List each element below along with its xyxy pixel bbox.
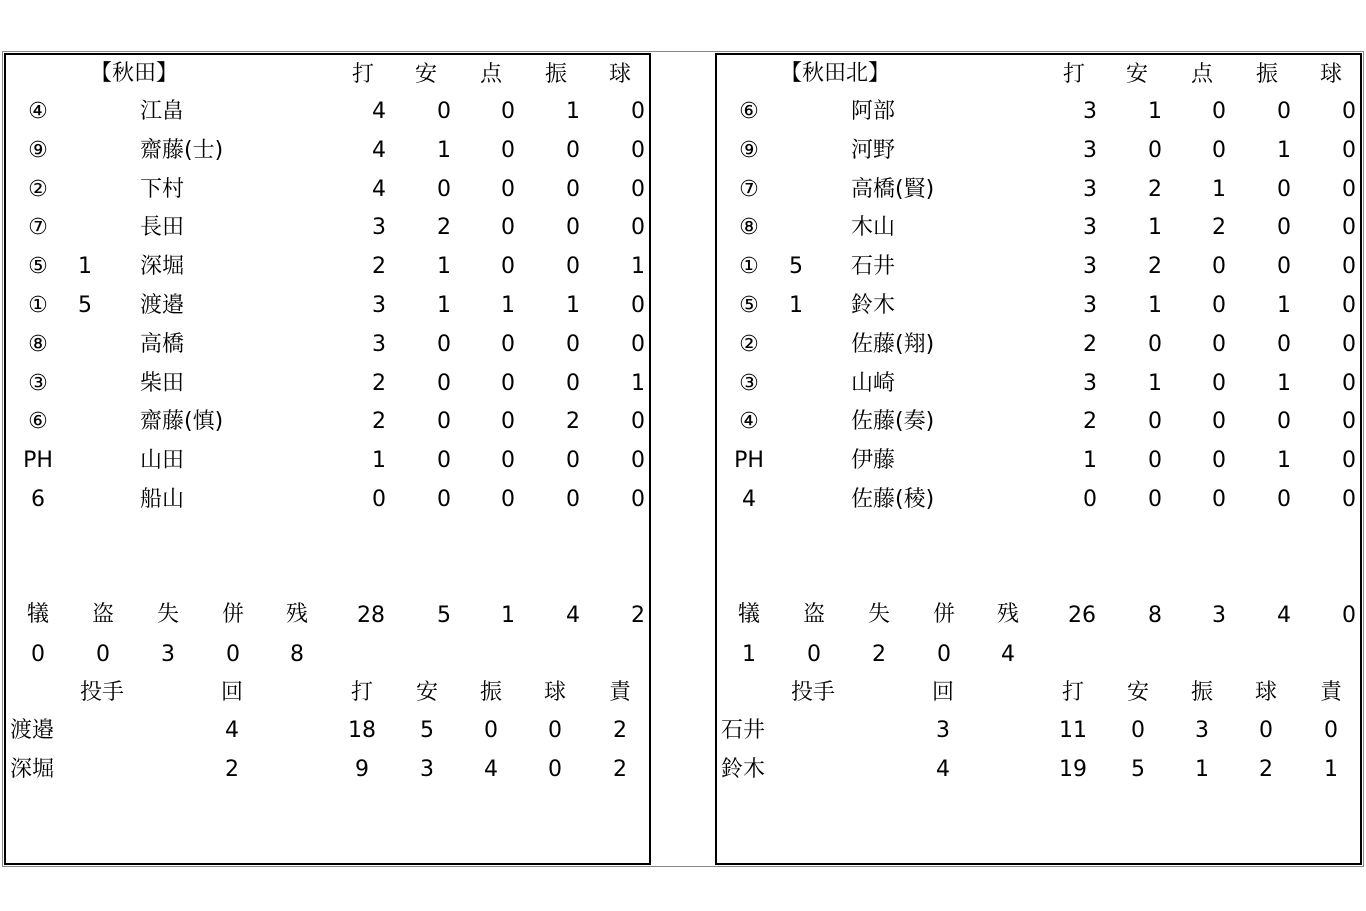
pitcher-innings: 4 (936, 757, 950, 782)
header-hits: 安 (414, 62, 438, 87)
header-batters-faced: 打 (350, 680, 374, 705)
batter-rbi: 0 (501, 409, 515, 434)
batter-position: ⑦ (28, 215, 48, 240)
batter-name: 柴田 (140, 371, 185, 396)
pitcher-innings: 2 (225, 757, 239, 782)
team-panel-akita-kita (715, 53, 1362, 865)
batter-at-bats: 3 (1083, 293, 1097, 318)
batter-name: 佐藤(翔) (851, 332, 935, 357)
header-double-plays: 併 (221, 602, 245, 627)
batter-rbi: 0 (1212, 138, 1226, 163)
batter-strikeouts: 0 (566, 254, 580, 279)
misc-value: 4 (1001, 642, 1015, 667)
header-strikeouts: 振 (479, 680, 503, 705)
batter-walks: 0 (1342, 448, 1356, 473)
pitcher-name: 石井 (721, 718, 766, 743)
batter-rbi: 0 (1212, 99, 1226, 124)
pitcher-innings: 3 (936, 718, 950, 743)
total-hits: 8 (1148, 603, 1162, 628)
header-earned-runs: 責 (608, 680, 632, 705)
batter-strikeouts: 0 (566, 487, 580, 512)
batter-strikeouts: 2 (566, 409, 580, 434)
total-at-bats: 26 (1068, 603, 1096, 628)
batter-rbi: 0 (501, 487, 515, 512)
batter-name: 下村 (140, 177, 185, 202)
header-sacrifice: 犠 (737, 602, 761, 627)
batter-rbi: 2 (1212, 215, 1226, 240)
batter-name: 高橋 (140, 332, 185, 357)
team-name: 【秋田北】 (780, 61, 891, 86)
header-rbi: 点 (479, 62, 503, 87)
header-strikeouts: 振 (544, 62, 568, 87)
batter-at-bats: 2 (1083, 332, 1097, 357)
batter-position: PH (734, 448, 764, 473)
pitcher-batters-faced: 9 (355, 757, 369, 782)
batter-strikeouts: 0 (566, 177, 580, 202)
total-walks: 0 (1342, 603, 1356, 628)
batter-walks: 0 (1342, 293, 1356, 318)
batter-at-bats: 3 (1083, 99, 1097, 124)
batter-walks: 0 (631, 177, 645, 202)
batter-name: 齋藤(慎) (140, 409, 224, 434)
batter-name: 山田 (140, 448, 185, 473)
pitcher-strikeouts: 4 (484, 757, 498, 782)
pitcher-earned-runs: 0 (1324, 718, 1338, 743)
batter-hits: 0 (1148, 138, 1162, 163)
batter-at-bats: 0 (372, 487, 386, 512)
batter-strikeouts: 0 (566, 448, 580, 473)
batter-walks: 0 (631, 448, 645, 473)
batter-at-bats: 3 (372, 293, 386, 318)
header-walks: 球 (543, 680, 567, 705)
header-left-on-base: 残 (996, 602, 1020, 627)
batter-hits: 0 (1148, 409, 1162, 434)
header-pitcher: 投手 (79, 680, 125, 705)
batter-at-bats: 4 (372, 138, 386, 163)
batter-hits: 1 (437, 138, 451, 163)
batter-rbi: 0 (501, 215, 515, 240)
batter-position: ④ (28, 99, 48, 124)
batter-position: ⑦ (739, 177, 759, 202)
batter-walks: 0 (1342, 138, 1356, 163)
header-walks: 球 (1319, 62, 1343, 87)
header-rbi: 点 (1190, 62, 1214, 87)
batter-walks: 0 (631, 215, 645, 240)
pitcher-batters-faced: 18 (348, 718, 376, 743)
batter-strikeouts: 1 (1277, 448, 1291, 473)
batter-hits: 0 (1148, 332, 1162, 357)
batter-walks: 0 (1342, 215, 1356, 240)
batter-name: 高橋(賢) (851, 177, 935, 202)
misc-value: 1 (742, 642, 756, 667)
batter-rbi: 1 (501, 293, 515, 318)
batter-strikeouts: 1 (566, 99, 580, 124)
header-steals: 盗 (802, 602, 826, 627)
pitcher-batters-faced: 19 (1059, 757, 1087, 782)
batter-name: 鈴木 (851, 293, 896, 318)
batter-strikeouts: 1 (1277, 293, 1291, 318)
pitcher-earned-runs: 2 (613, 718, 627, 743)
batter-at-bats: 1 (372, 448, 386, 473)
header-innings: 回 (931, 680, 955, 705)
batter-walks: 0 (631, 293, 645, 318)
pitcher-strikeouts: 1 (1195, 757, 1209, 782)
batter-rbi: 0 (501, 138, 515, 163)
batter-position: ① (28, 293, 48, 318)
batter-hits: 1 (437, 293, 451, 318)
total-hits: 5 (437, 603, 451, 628)
batter-rbi: 0 (501, 177, 515, 202)
total-rbi: 1 (501, 603, 515, 628)
pitcher-walks: 2 (1259, 757, 1273, 782)
header-strikeouts: 振 (1190, 680, 1214, 705)
header-hits-allowed: 安 (1126, 680, 1150, 705)
batter-strikeouts: 0 (1277, 487, 1291, 512)
pitcher-earned-runs: 2 (613, 757, 627, 782)
batter-position: ⑧ (28, 332, 48, 357)
pitcher-name: 渡邉 (10, 718, 55, 743)
batter-hits: 1 (437, 254, 451, 279)
batter-rbi: 0 (1212, 371, 1226, 396)
batter-at-bats: 3 (1083, 371, 1097, 396)
header-batters-faced: 打 (1061, 680, 1085, 705)
batter-strikeouts: 0 (1277, 177, 1291, 202)
batter-at-bats: 3 (1083, 215, 1097, 240)
batter-rbi: 0 (501, 332, 515, 357)
batter-name: 長田 (140, 215, 185, 240)
batter-walks: 0 (1342, 177, 1356, 202)
batter-hits: 0 (437, 177, 451, 202)
batter-position: ② (28, 177, 48, 202)
pitcher-walks: 0 (548, 718, 562, 743)
batter-name: 石井 (851, 254, 896, 279)
batter-walks: 0 (1342, 254, 1356, 279)
batter-rbi: 0 (501, 99, 515, 124)
batter-rbi: 0 (1212, 448, 1226, 473)
total-strikeouts: 4 (1277, 603, 1291, 628)
batter-hits: 0 (437, 409, 451, 434)
batter-position: ⑥ (28, 409, 48, 434)
batter-walks: 0 (631, 332, 645, 357)
batter-at-bats: 3 (1083, 254, 1097, 279)
batter-walks: 0 (1342, 371, 1356, 396)
batter-at-bats: 3 (1083, 138, 1097, 163)
pitcher-strikeouts: 0 (484, 718, 498, 743)
misc-value: 2 (872, 642, 886, 667)
batter-hits: 2 (1148, 177, 1162, 202)
misc-value: 0 (31, 642, 45, 667)
pitcher-hits-allowed: 0 (1131, 718, 1145, 743)
batter-at-bats: 1 (1083, 448, 1097, 473)
batter-rbi: 0 (501, 254, 515, 279)
total-strikeouts: 4 (566, 603, 580, 628)
misc-value: 0 (96, 642, 110, 667)
pitcher-innings: 4 (225, 718, 239, 743)
misc-value: 3 (161, 642, 175, 667)
header-innings: 回 (220, 680, 244, 705)
batter-position: ⑧ (739, 215, 759, 240)
pitcher-walks: 0 (548, 757, 562, 782)
batter-position: ⑤ (28, 254, 48, 279)
batter-walks: 0 (1342, 332, 1356, 357)
batter-position: 4 (742, 487, 756, 512)
batter-walks: 0 (1342, 409, 1356, 434)
batter-rbi: 0 (1212, 293, 1226, 318)
batter-position: ⑨ (739, 138, 759, 163)
batter-at-bats: 4 (372, 99, 386, 124)
batter-at-bats: 2 (372, 409, 386, 434)
batter-hits: 0 (437, 99, 451, 124)
batter-at-bats: 3 (1083, 177, 1097, 202)
batter-strikeouts: 0 (566, 332, 580, 357)
pitcher-hits-allowed: 5 (420, 718, 434, 743)
batter-hits: 0 (437, 332, 451, 357)
batter-walks: 0 (1342, 487, 1356, 512)
batter-position: PH (23, 448, 53, 473)
misc-value: 0 (226, 642, 240, 667)
batter-walks: 0 (631, 487, 645, 512)
batter-name: 渡邉 (140, 293, 185, 318)
pitcher-walks: 0 (1259, 718, 1273, 743)
batter-strikeouts: 1 (1277, 371, 1291, 396)
header-steals: 盗 (91, 602, 115, 627)
batter-strikeouts: 0 (1277, 332, 1291, 357)
batter-at-bats: 4 (372, 177, 386, 202)
batter-at-bats: 2 (372, 254, 386, 279)
header-walks: 球 (1254, 680, 1278, 705)
header-at-bats: 打 (1062, 62, 1086, 87)
batter-position: ⑤ (739, 293, 759, 318)
pitcher-strikeouts: 3 (1195, 718, 1209, 743)
batter-sub-position: 1 (789, 293, 803, 318)
pitcher-batters-faced: 11 (1059, 718, 1087, 743)
batter-position: ⑥ (739, 99, 759, 124)
header-pitcher: 投手 (790, 680, 836, 705)
batter-sub-position: 5 (789, 254, 803, 279)
batter-rbi: 0 (1212, 409, 1226, 434)
header-double-plays: 併 (932, 602, 956, 627)
batter-hits: 1 (1148, 371, 1162, 396)
misc-value: 0 (937, 642, 951, 667)
header-errors: 失 (156, 602, 180, 627)
batter-sub-position: 5 (78, 293, 92, 318)
batter-walks: 1 (631, 371, 645, 396)
batter-name: 阿部 (851, 99, 896, 124)
pitcher-name: 深堀 (10, 757, 55, 782)
batter-hits: 0 (1148, 487, 1162, 512)
batter-strikeouts: 0 (566, 138, 580, 163)
misc-value: 0 (807, 642, 821, 667)
batter-walks: 0 (631, 99, 645, 124)
batter-name: 齋藤(士) (140, 138, 224, 163)
team-name: 【秋田】 (90, 61, 179, 86)
batter-name: 佐藤(稜) (851, 487, 935, 512)
pitcher-earned-runs: 1 (1324, 757, 1338, 782)
pitcher-name: 鈴木 (721, 757, 766, 782)
batter-name: 山崎 (851, 371, 896, 396)
batter-at-bats: 2 (372, 371, 386, 396)
team-panel-akita (4, 53, 651, 865)
batter-rbi: 0 (501, 371, 515, 396)
header-strikeouts: 振 (1255, 62, 1279, 87)
batter-at-bats: 0 (1083, 487, 1097, 512)
batter-walks: 0 (631, 409, 645, 434)
batter-sub-position: 1 (78, 254, 92, 279)
total-at-bats: 28 (357, 603, 385, 628)
total-walks: 2 (631, 603, 645, 628)
batter-strikeouts: 1 (1277, 138, 1291, 163)
batter-at-bats: 3 (372, 215, 386, 240)
header-earned-runs: 責 (1319, 680, 1343, 705)
batter-strikeouts: 0 (1277, 254, 1291, 279)
batter-at-bats: 3 (372, 332, 386, 357)
batter-name: 佐藤(奏) (851, 409, 935, 434)
batter-hits: 2 (437, 215, 451, 240)
pitcher-hits-allowed: 5 (1131, 757, 1145, 782)
batter-rbi: 0 (1212, 487, 1226, 512)
batter-strikeouts: 1 (566, 293, 580, 318)
batter-hits: 0 (437, 371, 451, 396)
batter-position: ⑨ (28, 138, 48, 163)
batter-position: ① (739, 254, 759, 279)
batter-name: 木山 (851, 215, 896, 240)
batter-hits: 1 (1148, 99, 1162, 124)
header-hits: 安 (1125, 62, 1149, 87)
header-errors: 失 (867, 602, 891, 627)
header-at-bats: 打 (351, 62, 375, 87)
batter-name: 河野 (851, 138, 896, 163)
header-walks: 球 (608, 62, 632, 87)
batter-strikeouts: 0 (1277, 99, 1291, 124)
batter-strikeouts: 0 (1277, 409, 1291, 434)
batter-hits: 2 (1148, 254, 1162, 279)
batter-hits: 0 (1148, 448, 1162, 473)
batter-hits: 1 (1148, 215, 1162, 240)
batter-hits: 0 (437, 448, 451, 473)
batter-hits: 0 (437, 487, 451, 512)
batter-strikeouts: 0 (566, 371, 580, 396)
batter-strikeouts: 0 (566, 215, 580, 240)
batter-walks: 1 (631, 254, 645, 279)
batter-rbi: 0 (1212, 332, 1226, 357)
misc-value: 8 (290, 642, 304, 667)
batter-position: ③ (28, 371, 48, 396)
batter-rbi: 1 (1212, 177, 1226, 202)
batter-at-bats: 2 (1083, 409, 1097, 434)
batter-hits: 1 (1148, 293, 1162, 318)
batter-strikeouts: 0 (1277, 215, 1291, 240)
pitcher-hits-allowed: 3 (420, 757, 434, 782)
batter-name: 深堀 (140, 254, 185, 279)
batter-rbi: 0 (501, 448, 515, 473)
batter-name: 江畠 (140, 99, 185, 124)
header-hits-allowed: 安 (415, 680, 439, 705)
total-rbi: 3 (1212, 603, 1226, 628)
batter-position: 6 (31, 487, 45, 512)
batter-walks: 0 (631, 138, 645, 163)
header-sacrifice: 犠 (26, 602, 50, 627)
batter-position: ② (739, 332, 759, 357)
batter-name: 伊藤 (851, 448, 896, 473)
batter-rbi: 0 (1212, 254, 1226, 279)
batter-position: ③ (739, 371, 759, 396)
batter-position: ④ (739, 409, 759, 434)
batter-walks: 0 (1342, 99, 1356, 124)
header-left-on-base: 残 (285, 602, 309, 627)
batter-name: 船山 (140, 487, 185, 512)
